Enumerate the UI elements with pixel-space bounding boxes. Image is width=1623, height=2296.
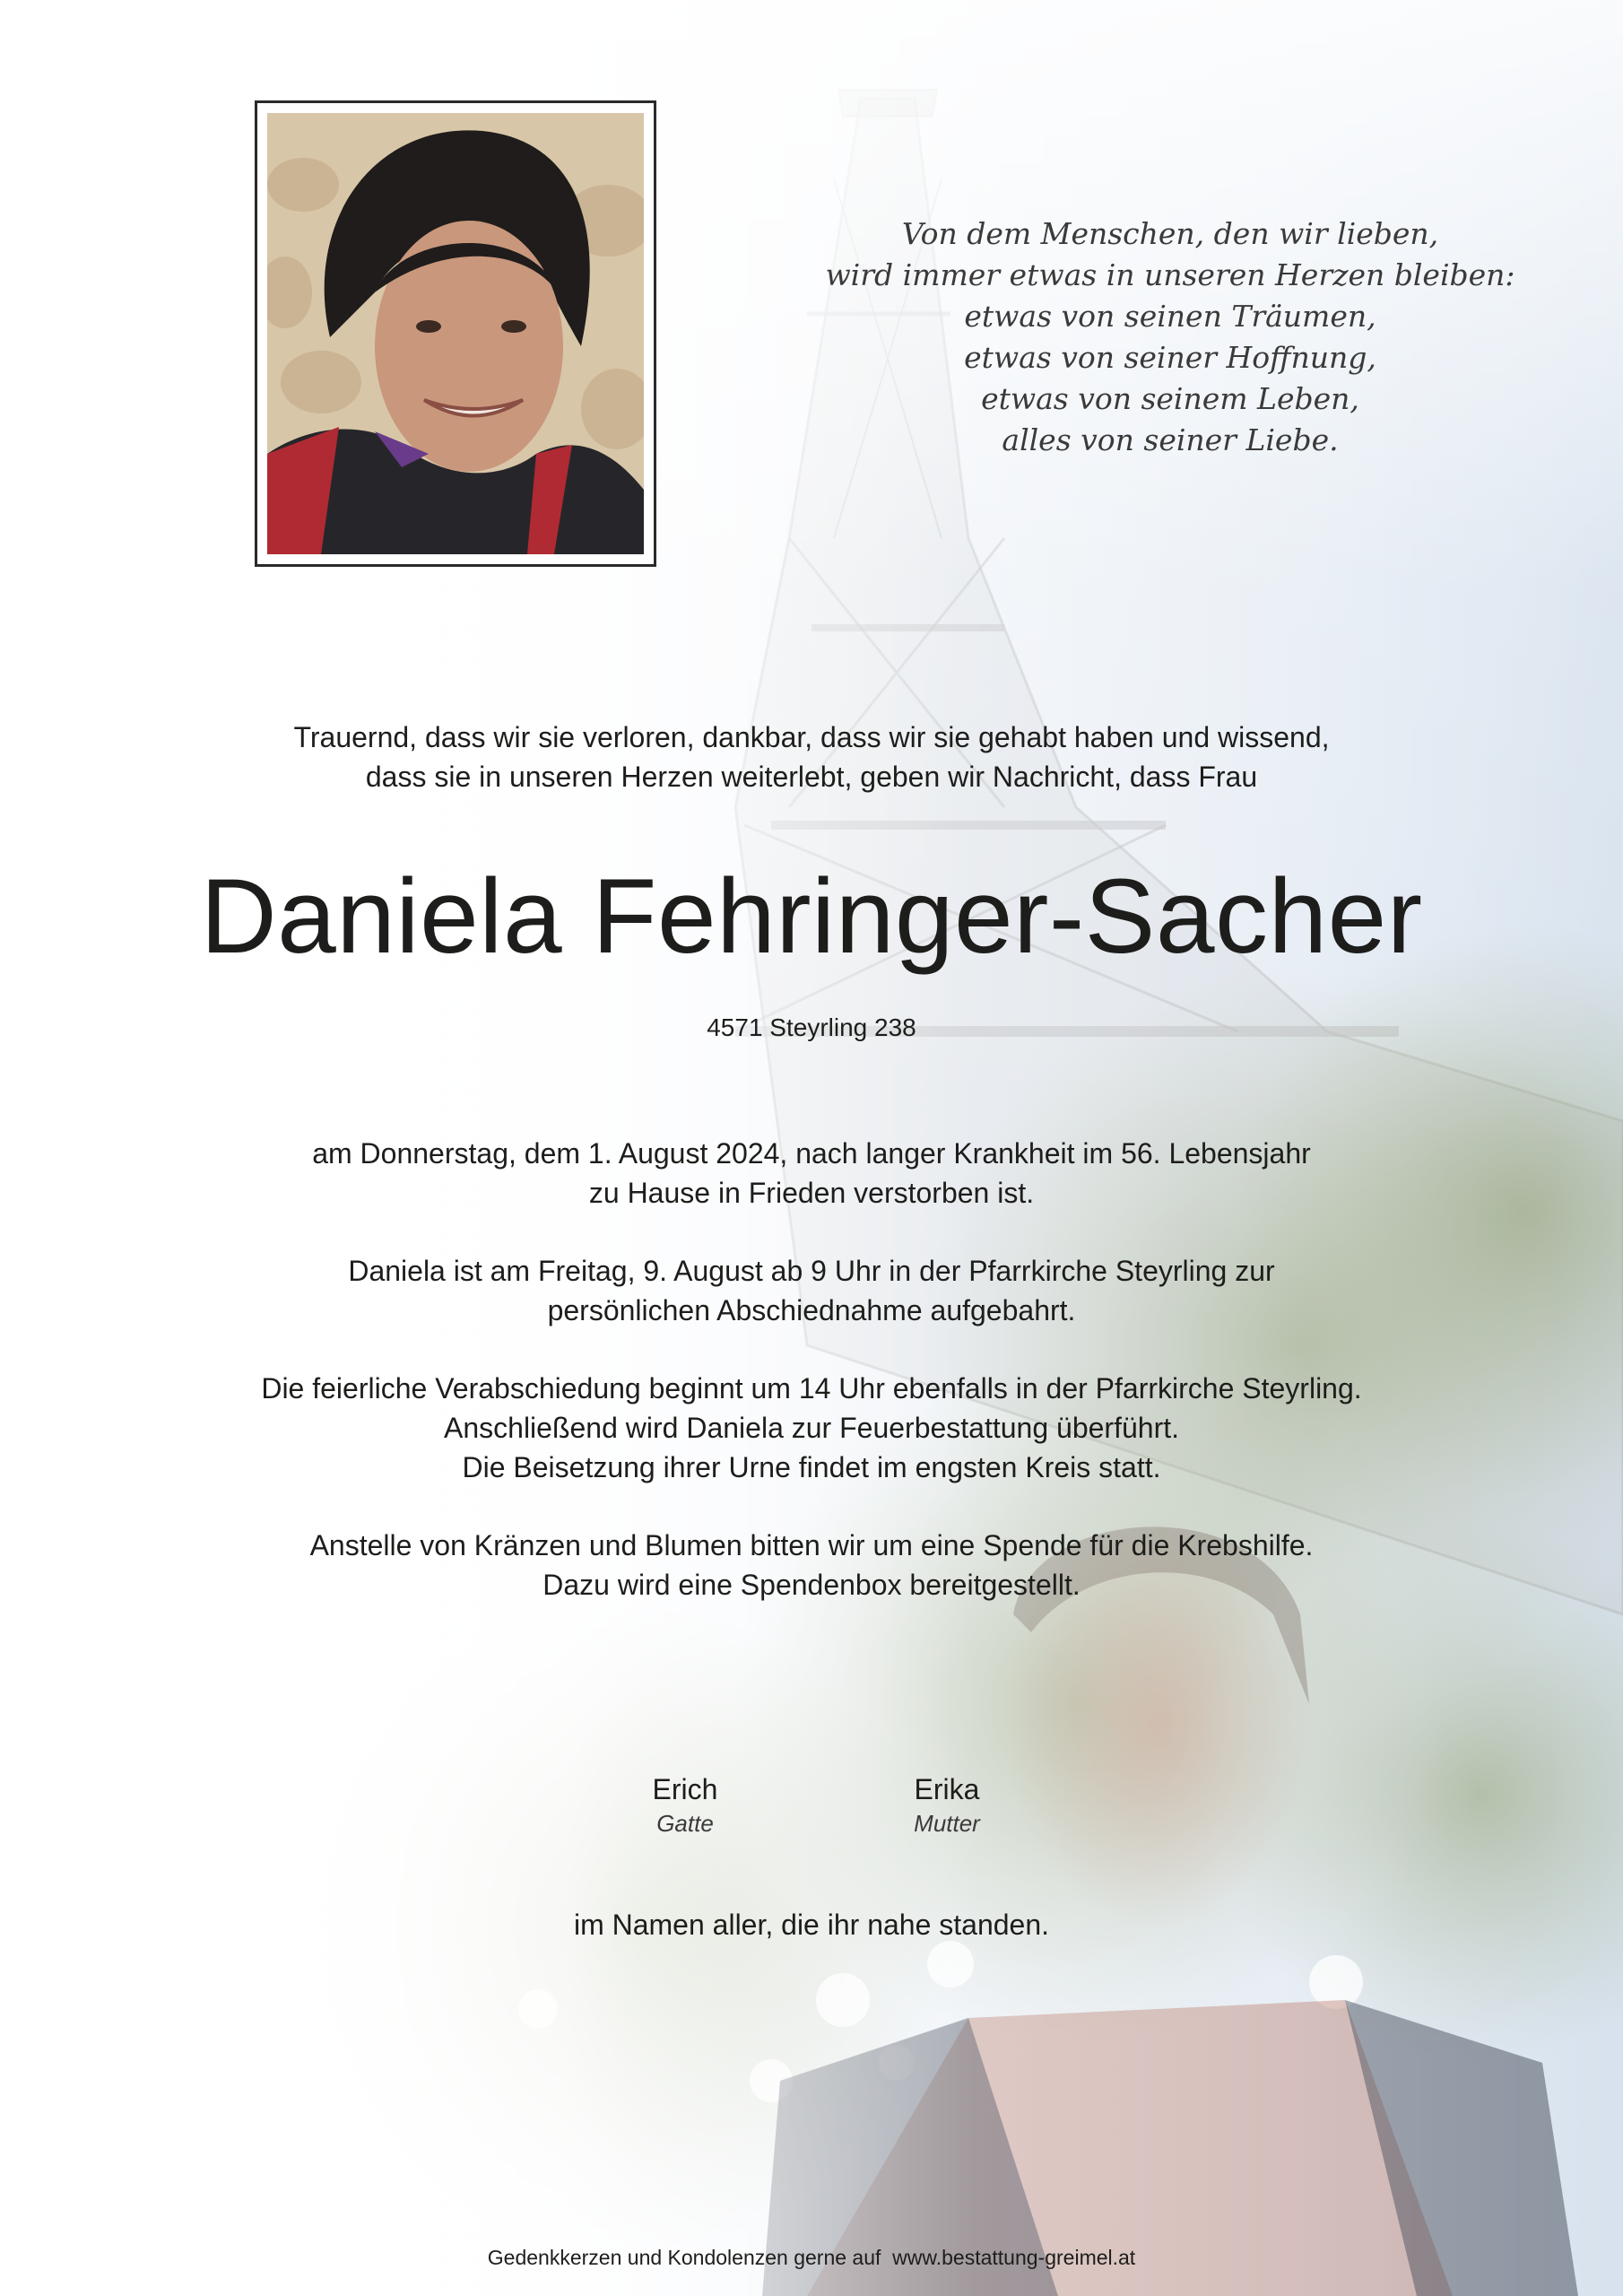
poem-line: Von dem Menschen, den wir lieben, — [901, 216, 1439, 251]
poem-line: alles von seiner Liebe. — [1002, 422, 1339, 457]
memorial-poem — [812, 213, 1529, 461]
intro-line: Trauernd, dass wir sie verloren, dankbar, dass wir sie gehabt haben und wissend, — [293, 721, 1330, 753]
poem-line: etwas von seinem Leben, — [981, 381, 1359, 416]
footer-condolence-link[interactable]: Gedenkkerzen und Kondolenzen gerne auf www.bestattung-greimel.at — [487, 2246, 1136, 2269]
paragraph-line: Anstelle von Kränzen und Blumen bitten wir um eine Spende für die Krebshilfe. — [309, 1529, 1314, 1561]
paragraph-line: am Donnerstag, dem 1. August 2024, nach langer Krankheit im 56. Lebensjahr — [312, 1137, 1311, 1170]
mourner-name: Erich — [652, 1773, 718, 1805]
paragraph-line: Daniela ist am Freitag, 9. August ab 9 Uhr in der Pfarrkirche Steyrling zur — [348, 1255, 1275, 1287]
mourner — [848, 1771, 1046, 1839]
paragraph-line: Die feierliche Verabschiedung beginnt um 14 Uhr ebenfalls in der Pfarrkirche Steyrling. — [261, 1372, 1362, 1405]
ceremony-paragraph — [0, 1369, 1623, 1487]
poem-line: etwas von seinen Träumen, — [964, 299, 1376, 334]
intro-line: dass sie in unseren Herzen weiterlebt, geben wir Nachricht, dass Frau — [365, 761, 1258, 793]
paragraph-line: Dazu wird eine Spendenbox bereitgestellt. — [542, 1569, 1081, 1601]
mourner-name: Erika — [914, 1773, 980, 1805]
portrait-frame — [255, 100, 656, 567]
mourner-relation: Gatte — [656, 1810, 714, 1837]
poem-line: etwas von seiner Hoffnung, — [964, 340, 1376, 375]
deceased-name: Daniela Fehringer-Sacher — [200, 857, 1423, 976]
mourner-relation: Mutter — [914, 1810, 980, 1837]
poem-line: wird immer etwas in unseren Herzen bleiben: — [825, 257, 1515, 292]
portrait-photo — [267, 113, 644, 554]
donation-paragraph — [0, 1526, 1623, 1605]
intro-text — [0, 718, 1623, 796]
deceased-address: 4571 Steyrling 238 — [707, 1013, 916, 1041]
paragraph-line: Anschließend wird Daniela zur Feuerbestattung überführt. — [444, 1412, 1179, 1444]
paragraph-line: zu Hause in Frieden verstorben ist. — [588, 1177, 1035, 1209]
death-notice-paragraph — [0, 1134, 1623, 1213]
mourner — [586, 1771, 784, 1839]
viewing-paragraph — [0, 1251, 1623, 1330]
paragraph-line: Die Beisetzung ihrer Urne findet im engsten Kreis statt. — [462, 1451, 1161, 1483]
paragraph-line: persönlichen Abschiednahme aufgebahrt. — [547, 1294, 1076, 1326]
closing-text: im Namen aller, die ihr nahe standen. — [573, 1909, 1050, 1941]
